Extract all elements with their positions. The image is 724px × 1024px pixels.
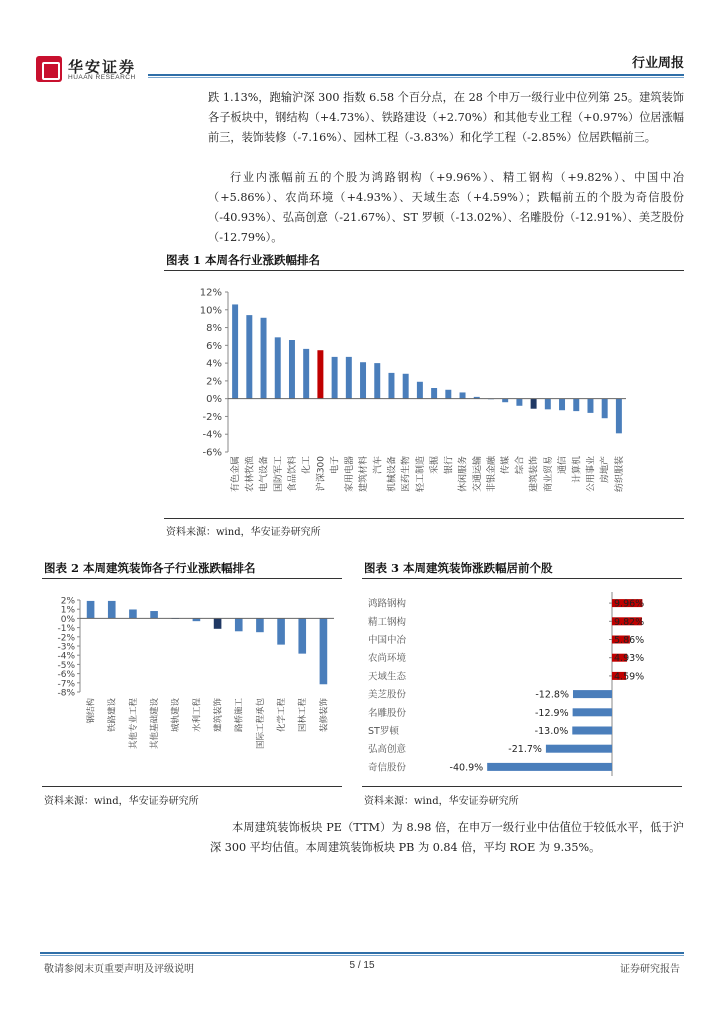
bar xyxy=(346,357,352,399)
x-tick-label: 园林工程 xyxy=(298,698,309,733)
x-tick-label: 通信 xyxy=(558,456,569,475)
figure-1-bottom-rule xyxy=(164,518,684,519)
y-tick-label: -3% xyxy=(57,642,75,653)
bar xyxy=(602,399,608,419)
y-tick-label: -4% xyxy=(57,651,75,662)
y-tick-label: 10% xyxy=(199,305,222,317)
y-category-label: ST罗顿 xyxy=(368,726,399,737)
x-tick-label: 有色金属 xyxy=(231,456,242,493)
y-tick-label: 4% xyxy=(206,358,222,370)
figure-3-title: 图表 3 本周建筑装饰涨跌幅居前个股 xyxy=(364,561,553,575)
x-tick-label: 交通运输 xyxy=(472,456,483,493)
bar xyxy=(256,618,264,632)
x-tick-label: 银行 xyxy=(444,456,455,475)
bar xyxy=(246,315,252,399)
bar xyxy=(108,601,116,618)
y-tick-label: 1% xyxy=(60,605,75,616)
x-tick-label: 电子 xyxy=(330,456,341,475)
x-tick-label: 农林牧渔 xyxy=(245,456,256,493)
x-tick-label: 其他基础建设 xyxy=(150,698,161,750)
bar xyxy=(150,611,158,618)
x-tick-label: 铁路建设 xyxy=(107,698,118,733)
y-tick-label: 12% xyxy=(199,287,222,299)
y-tick-label: -4% xyxy=(202,429,222,441)
bar xyxy=(388,373,394,399)
figure-2-bottom-rule xyxy=(42,786,342,787)
y-tick-label: -2% xyxy=(202,411,222,423)
x-tick-label: 商业贸易 xyxy=(543,456,554,493)
bar xyxy=(403,374,409,399)
x-tick-label: 水利工程 xyxy=(192,698,203,733)
bar xyxy=(214,618,222,628)
paragraph-top-stocks: 行业内涨幅前五的个股为鸿路钢构（+9.96%）、精工钢构（+9.82%）、中国中冶（+5.86%）、农尚环境（+4.93%）、天域生态（+4.59%）；跌幅前五的个股为奇信股份（-40.93%）、弘高创意（-21.67%）、ST 罗顿（-13.02%）、名雕股份（-12.91%）、美芝股份（-12.79%）。 xyxy=(208,171,684,244)
bar xyxy=(572,727,612,735)
x-tick-label: 家用电器 xyxy=(344,456,355,493)
x-tick-label: 建筑装饰 xyxy=(529,456,540,493)
y-tick-label: -6% xyxy=(202,447,222,459)
bar xyxy=(277,618,285,644)
x-tick-label: 其他专业工程 xyxy=(128,698,139,750)
x-tick-label: 纺织服装 xyxy=(614,456,625,493)
bar xyxy=(332,357,338,399)
y-tick-label: -8% xyxy=(57,688,75,699)
x-tick-label: 计算机 xyxy=(572,456,583,484)
y-category-label: 鸿路钢构 xyxy=(368,598,407,610)
x-tick-label: 钢结构 xyxy=(86,698,97,724)
chart-industry-ranking xyxy=(164,276,684,514)
chart-subsector-ranking xyxy=(42,584,342,784)
logo-mark-icon xyxy=(36,56,62,82)
bar xyxy=(317,350,323,398)
x-tick-label: 国际工程承包 xyxy=(255,698,266,750)
footer-rule xyxy=(40,952,684,954)
figure-2-title: 图表 2 本周建筑装饰各子行业涨跌幅排名 xyxy=(44,561,256,575)
x-tick-label: 装修装饰 xyxy=(319,698,330,733)
data-label: 4.59% xyxy=(614,671,645,683)
figure-1-top-rule xyxy=(164,270,684,271)
y-tick-label: 0% xyxy=(206,394,222,406)
x-tick-label: 采掘 xyxy=(430,456,441,475)
y-tick-label: 0% xyxy=(60,614,75,625)
y-category-label: 美芝股份 xyxy=(368,689,407,701)
bar xyxy=(320,618,328,684)
data-label: -12.8% xyxy=(535,689,569,701)
header-rule xyxy=(148,74,684,76)
x-tick-label: 轻工制造 xyxy=(415,456,426,493)
y-tick-label: -2% xyxy=(57,633,75,644)
y-tick-label: 8% xyxy=(206,323,222,335)
bar xyxy=(129,609,137,618)
data-label: -21.7% xyxy=(508,744,542,756)
figure-1-title: 图表 1 本周各行业涨跌幅排名 xyxy=(166,253,321,267)
figure-3-bottom-rule xyxy=(362,786,682,787)
data-label: -12.9% xyxy=(535,707,569,719)
bar xyxy=(573,399,579,411)
footer-disclaimer: 敬请参阅末页重要声明及评级说明 xyxy=(44,964,194,975)
bar xyxy=(559,399,565,411)
y-tick-label: -7% xyxy=(57,679,75,690)
chart-top-stocks xyxy=(362,584,682,784)
x-tick-label: 化工 xyxy=(302,456,313,475)
y-tick-label: -1% xyxy=(57,624,75,635)
company-logo xyxy=(36,54,146,84)
x-tick-label: 机械设备 xyxy=(387,456,398,493)
x-tick-label: 建筑装饰 xyxy=(213,698,224,733)
x-tick-label: 汽车 xyxy=(373,456,384,475)
bar xyxy=(275,337,281,398)
y-tick-label: 6% xyxy=(206,340,222,352)
header-rule-thin xyxy=(148,77,684,78)
bar xyxy=(487,763,612,771)
bar xyxy=(87,601,95,618)
x-tick-label: 国防军工 xyxy=(273,456,284,493)
x-tick-label: 休闲服务 xyxy=(458,456,469,493)
x-tick-label: 沪深300 xyxy=(316,456,327,492)
y-tick-label: 2% xyxy=(206,376,222,388)
bar xyxy=(587,399,593,413)
x-tick-label: 食品饮料 xyxy=(287,456,298,493)
x-tick-label: 城轨建设 xyxy=(171,698,182,733)
x-tick-label: 路桥施工 xyxy=(234,698,245,733)
footer-report-kind: 证券研究报告 xyxy=(620,964,680,975)
y-tick-label: -6% xyxy=(57,670,75,681)
bar xyxy=(545,399,551,410)
bar xyxy=(232,304,238,398)
bar xyxy=(431,388,437,399)
x-tick-label: 医药生物 xyxy=(401,456,412,493)
logo-english-text: HUAAN RESEARCH xyxy=(68,74,136,81)
y-category-label: 奇信股份 xyxy=(368,762,407,774)
paragraph-sector-performance: 跌 1.13%，跑输沪深 300 指数 6.58 个百分点，在 28 个申万一级行业中位列第 25。建筑装饰各子板块中，钢结构（+4.73%）、铁路建设（+2.70%）和其他专业工程（+0.97%）位居涨幅前三，装饰装修（-7.16%）、园林工程（-3.83%）和化学工程（-2.85%）位居跌幅前三。 xyxy=(208,91,684,144)
figure-1-source: 资料来源：wind，华安证券研究所 xyxy=(166,527,321,538)
y-category-label: 名雕股份 xyxy=(368,707,407,719)
data-label: 9.96% xyxy=(614,598,645,610)
figure-3-top-rule xyxy=(362,578,682,579)
bar xyxy=(502,399,508,403)
data-label: 4.93% xyxy=(614,653,645,665)
figure-2-source: 资料来源：wind，华安证券研究所 xyxy=(44,796,199,807)
y-tick-label: 2% xyxy=(60,596,75,607)
y-category-label: 弘高创意 xyxy=(368,744,407,756)
figure-3-source: 资料来源：wind，华安证券研究所 xyxy=(364,796,519,807)
bar xyxy=(298,618,306,653)
bar xyxy=(445,390,451,399)
data-label: 5.86% xyxy=(614,635,645,646)
bar xyxy=(261,318,267,399)
bar xyxy=(303,349,309,399)
data-label: -40.9% xyxy=(449,762,484,774)
y-category-label: 中国中冶 xyxy=(368,635,407,646)
page-number: 5 / 15 xyxy=(349,960,375,971)
x-tick-label: 传媒 xyxy=(501,456,512,475)
bar xyxy=(573,708,612,716)
y-category-label: 农尚环境 xyxy=(368,653,407,665)
y-category-label: 天域生态 xyxy=(368,671,407,683)
bar xyxy=(546,745,612,753)
bar xyxy=(573,690,612,698)
bar xyxy=(417,382,423,399)
x-tick-label: 化学工程 xyxy=(277,698,288,733)
x-tick-label: 公用事业 xyxy=(586,456,597,493)
footer-rule-thin xyxy=(40,955,684,956)
report-type: 行业周报 xyxy=(631,56,684,71)
logo-text: 华安证券 xyxy=(68,58,137,76)
x-tick-label: 房地产 xyxy=(600,456,611,484)
data-label: 9.82% xyxy=(614,616,645,628)
y-category-label: 精工钢构 xyxy=(368,616,407,628)
x-tick-label: 电气设备 xyxy=(259,456,270,493)
y-tick-label: -5% xyxy=(57,660,75,671)
bar xyxy=(616,399,622,434)
bar xyxy=(531,399,537,409)
x-tick-label: 非银金融 xyxy=(486,456,497,493)
x-tick-label: 建筑材料 xyxy=(359,456,370,493)
bar xyxy=(235,618,243,631)
bar xyxy=(460,392,466,398)
paragraph-valuation: 本周建筑装饰板块 PE（TTM）为 8.98 倍，在申万一级行业中估值位于较低水平，低于沪深 300 平均估值。本周建筑装饰板块 PB 为 0.84 倍，平均 ROE 为 9.35%。 xyxy=(210,821,684,854)
bar xyxy=(360,362,366,398)
bar xyxy=(374,363,380,399)
data-label: -13.0% xyxy=(534,726,569,737)
x-tick-label: 综合 xyxy=(515,456,526,475)
bar xyxy=(289,340,295,399)
bar xyxy=(516,399,522,406)
figure-2-top-rule xyxy=(42,578,342,579)
